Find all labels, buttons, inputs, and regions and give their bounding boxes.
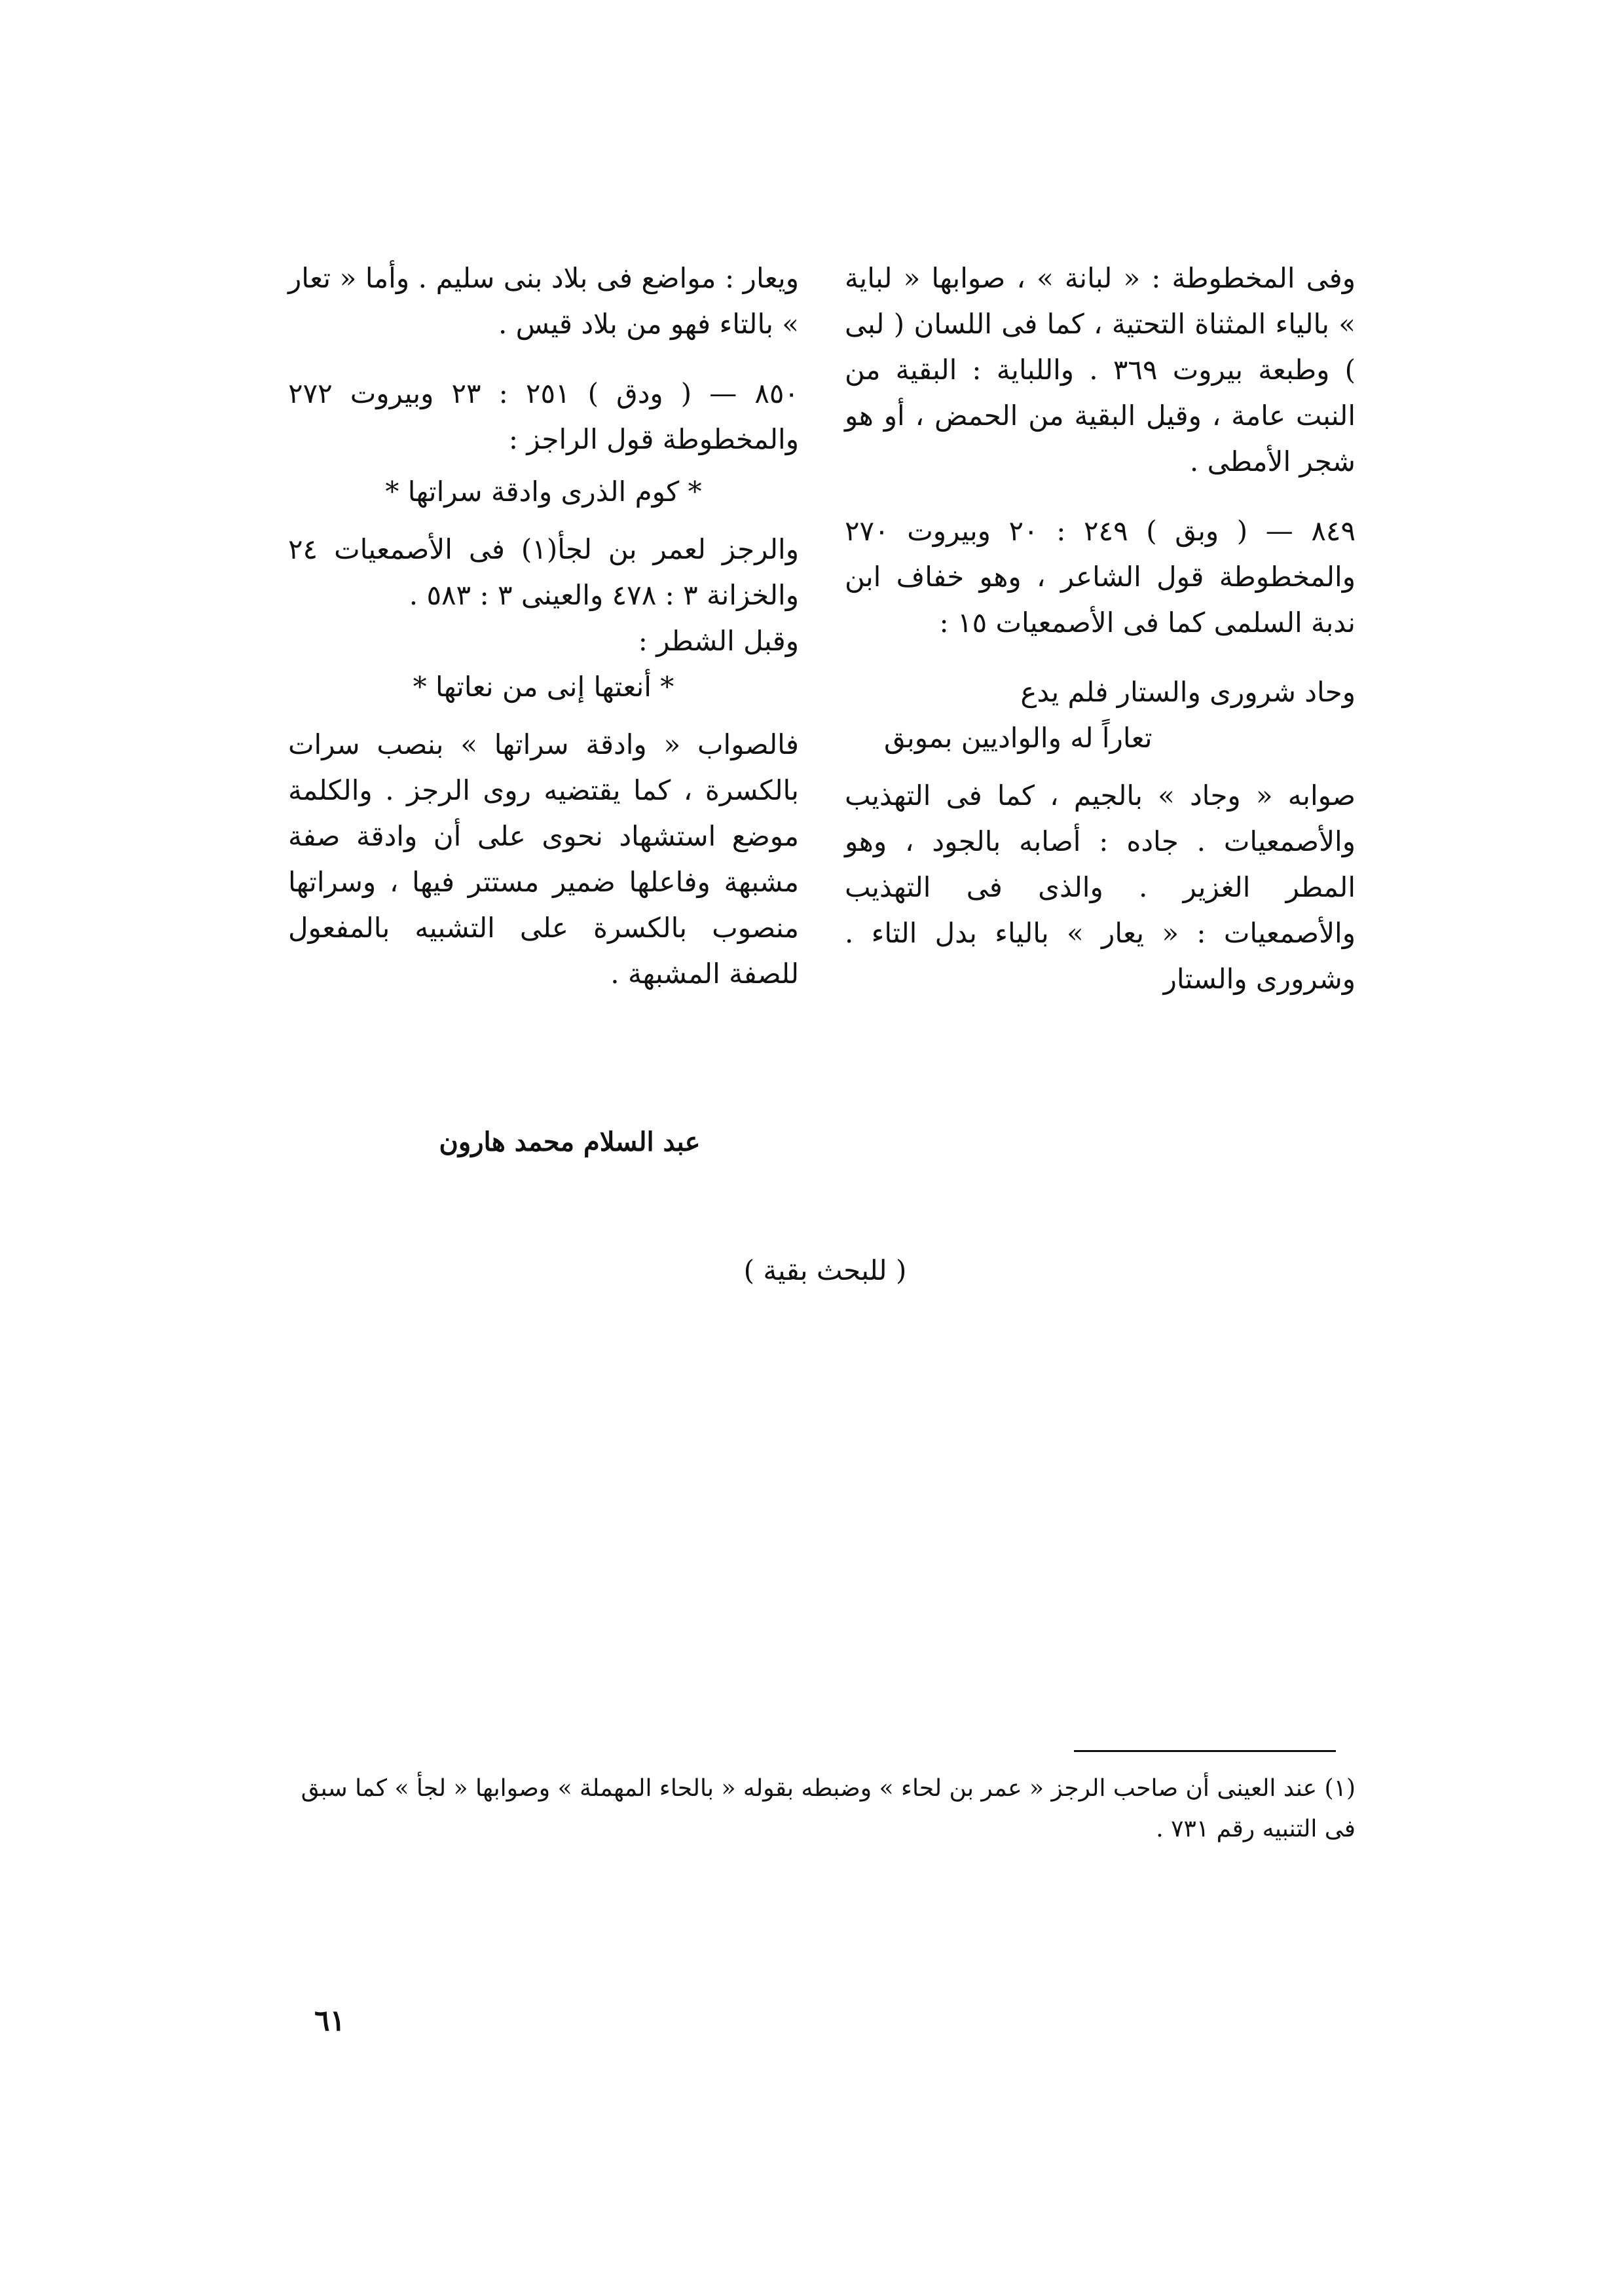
paragraph: والرجز لعمر بن لجأ(١) فى الأصمعيات ٢٤ والخزانة ٣ : ٤٧٨ والعينى ٣ : ٥٨٣ . xyxy=(288,533,799,611)
right-column xyxy=(845,255,1356,1026)
author-signature: عبد السلام محمد هارون xyxy=(439,1127,701,1157)
page-number: ٦١ xyxy=(314,2004,346,2038)
paragraph: وفى المخطوطة : « لبانة » ، صوابها « لباية » بالياء المثناة التحتية ، كما فى اللسان ( لبى ) وطبعة بيروت ٣٦٩ . واللباية : البقية من النبت عامة ، وقيل البقية من الحمض ، أو هو شجر الأمطى . xyxy=(845,262,1356,477)
left-column xyxy=(288,255,799,1020)
verse-line: وحاد شرورى والستار فلم يدع xyxy=(1020,676,1356,708)
paragraph: فالصواب « وادقة سراتها » بنصب سرات بالكسرة ، كما يقتضيه روى الرجز . والكلمة موضع استشهاد نحوى على أن وادقة صفة مشبهة وفاعلها ضمير مستتر فيها ، وسراتها منصوب بالكسرة على التشبيه بالمفعول للصفة المشبهة . xyxy=(288,728,800,990)
verse-line: * كوم الذرى وادقة سراتها * xyxy=(385,476,702,508)
paragraph: ٨٥٠ — ( ودق ) ٢٥١ : ٢٣ وبيروت ٢٧٢ والمخطوطة قول الراجز : xyxy=(288,377,799,455)
paragraph: صوابه « وجاد » بالجيم ، كما فى التهذيب والأصمعيات . جاده : أصابه بالجود ، وهو المطر الغزير . والذى فى التهذيب والأصمعيات : « يعار » بالياء بدل التاء . وشرورى والستار xyxy=(845,779,1356,995)
paragraph: وقبل الشطر : xyxy=(638,625,799,657)
verse-line: * أنعتها إنى من نعاتها * xyxy=(413,671,674,703)
verse xyxy=(845,669,1356,761)
paragraph: ويعار : مواضع فى بلاد بنى سليم . وأما « تعار » بالتاء فهو من بلاد قيس . xyxy=(288,262,799,340)
footnote-divider xyxy=(1074,1750,1336,1752)
paragraph: ٨٤٩ — ( وبق ) ٢٤٩ : ٢٠ وبيروت ٢٧٠ والمخطوطة قول الشاعر ، وهو خفاف ابن ندبة السلمى كما فى الأصمعيات ١٥ : xyxy=(845,515,1356,639)
verse-line: تعاراً له والواديين بموبق xyxy=(884,722,1153,754)
footnote: (١) عند العينى أن صاحب الرجز « عمر بن لحاء » وضبطه بقوله « بالحاء المهملة » وصوابها « لجأ » كما سبق فى التنبيه رقم ٧٣١ . xyxy=(301,1775,1356,1842)
continuation-note: ( للبحث بقية ) xyxy=(743,1254,907,1286)
